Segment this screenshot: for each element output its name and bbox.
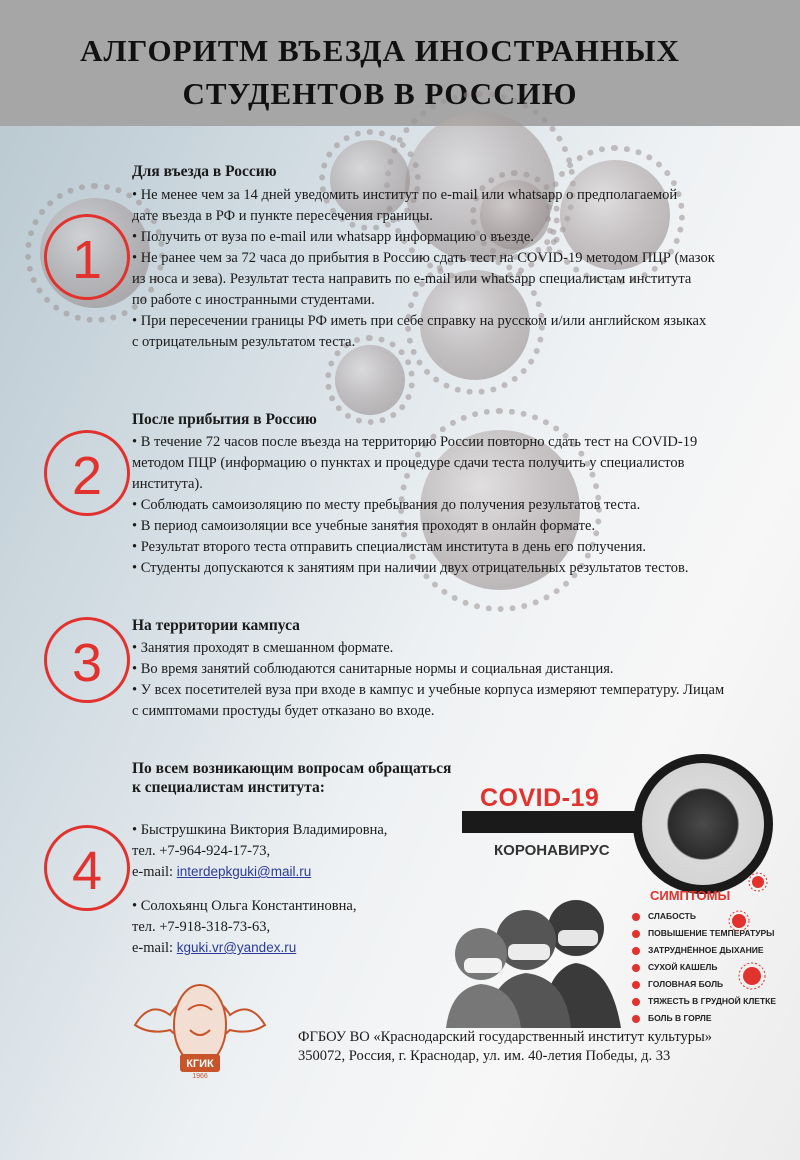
contact-phone: тел. +7-964-924-17-73, (132, 843, 271, 859)
section-1-line: • Получить от вуза по e-mail или whatsapp информацию о въезде. (132, 229, 534, 245)
section-1-line: • Не менее чем за 14 дней уведомить институт по e-mail или whatsapp о предполагаемой (132, 187, 678, 203)
contact-email-row (132, 864, 311, 881)
section-3-line: • У всех посетителей вуза при входе в кампус и учебные корпуса измеряют температуру. Лицам (132, 682, 725, 698)
step-number-4: 4 (44, 825, 130, 911)
symptom-item: БОЛЬ В ГОРЛЕ (648, 1013, 712, 1023)
contact-name: • Быструшкина Виктория Владимировна, (132, 822, 388, 838)
covid-banner-bar (462, 811, 640, 833)
contact-email-row (132, 940, 296, 957)
bullet-dot-icon (632, 947, 640, 955)
bullet-dot-icon (632, 1015, 640, 1023)
section-3-line: • Занятия проходят в смешанном формате. (132, 640, 394, 656)
covid-banner-subtitle: КОРОНАВИРУС (494, 842, 610, 859)
section-2-line: методом ПЦР (информацию о пунктах и процедуре сдачи теста получить у специалистов (132, 455, 685, 471)
logo-text: КГИК (186, 1058, 214, 1070)
bullet-dot-icon (632, 998, 640, 1006)
symptom-item: ПОВЫШЕНИЕ ТЕМПЕРАТУРЫ (648, 928, 775, 938)
section-2-line: • В течение 72 часов после въезда на территорию России повторно сдать тест на COVID-19 (132, 434, 698, 450)
section-1-line: из носа и зева). Результат теста направить по e-mail или whatsapp специалистам института (132, 271, 692, 287)
section-1-line: • Не ранее чем за 72 часа до прибытия в Россию сдать тест на COVID-19 методом ПЦР (мазок (132, 250, 715, 266)
symptom-item: ТЯЖЕСТЬ В ГРУДНОЙ КЛЕТКЕ (648, 996, 777, 1006)
page-title-line-1: АЛГОРИТМ ВЪЕЗДА ИНОСТРАННЫХ (80, 33, 680, 68)
contact-name: • Солохьянц Ольга Константиновна, (132, 898, 357, 914)
section-4-heading-line-1: По всем возникающим вопросам обращаться (132, 760, 452, 777)
symptom-item: ГОЛОВНАЯ БОЛЬ (648, 979, 724, 989)
magnifier-handle (620, 811, 640, 833)
section-3-line: • Во время занятий соблюдаются санитарные нормы и социальная дистанция. (132, 661, 614, 677)
section-2-line: • Результат второго теста отправить специалистам института в день его получения. (132, 539, 647, 555)
footer-institute-name: ФГБОУ ВО «Краснодарский государственный институт культуры» (298, 1029, 712, 1045)
section-1-line: с отрицательным результатом теста. (132, 334, 356, 350)
bullet-dot-icon (632, 981, 640, 989)
red-virus-icon (748, 872, 768, 892)
section-3-heading: На территории кампуса (132, 617, 300, 634)
logo-year: 1966 (192, 1073, 208, 1080)
email-link[interactable]: interdepkguki@mail.ru (176, 864, 312, 879)
contact-phone: тел. +7-918-318-73-63, (132, 919, 271, 935)
footer-address: 350072, Россия, г. Краснодар, ул. им. 40-летия Победы, д. 33 (298, 1048, 671, 1064)
section-3-line: с симптомами простуды будет отказано во входе. (132, 703, 435, 719)
symptom-item: ЗАТРУДНЁННОЕ ДЫХАНИЕ (648, 945, 764, 955)
section-1-line: по работе с иностранными студентами. (132, 292, 375, 308)
symptom-item: СЛАБОСТЬ (648, 911, 696, 921)
step-number-1: 1 (44, 214, 130, 300)
section-2-line: института). (132, 476, 203, 492)
section-2-line: • Студенты допускаются к занятиям при наличии двух отрицательных результатов тестов. (132, 560, 689, 576)
bullet-dot-icon (632, 913, 640, 921)
email-link[interactable]: kguki.vr@yandex.ru (176, 940, 297, 955)
section-1-line: • При пересечении границы РФ иметь при себе справку на русском и/или английском языках (132, 313, 707, 329)
step-number-2: 2 (44, 430, 130, 516)
symptoms-title: СИМПТОМЫ (650, 888, 731, 903)
bullet-dot-icon (632, 964, 640, 972)
section-4-heading-line-2: к специалистам института: (132, 779, 325, 796)
page-title-line-2: СТУДЕНТОВ В РОССИЮ (182, 76, 578, 111)
contact-email-label: e-mail: (132, 940, 177, 956)
section-2-line: • В период самоизоляции все учебные занятия проходят в онлайн формате. (132, 518, 596, 534)
red-virus-icon (728, 910, 750, 932)
contact-email-label: e-mail: (132, 864, 177, 880)
section-1-heading: Для въезда в Россию (132, 163, 277, 180)
masked-people-illustration-icon (446, 888, 626, 1028)
institute-logo-icon (130, 980, 270, 1080)
step-number-3: 3 (44, 617, 130, 703)
section-1-line: дате въезда в РФ и пункте пересечения границы. (132, 208, 433, 224)
bullet-dot-icon (632, 930, 640, 938)
section-2-line: • Соблюдать самоизоляцию по месту пребывания до получения результатов теста. (132, 497, 641, 513)
virus-illustration-icon (335, 345, 405, 415)
symptom-item: СУХОЙ КАШЕЛЬ (648, 962, 718, 972)
section-2-heading: После прибытия в Россию (132, 411, 317, 428)
red-virus-icon (738, 962, 766, 990)
covid-banner-title: COVID-19 (480, 784, 600, 812)
